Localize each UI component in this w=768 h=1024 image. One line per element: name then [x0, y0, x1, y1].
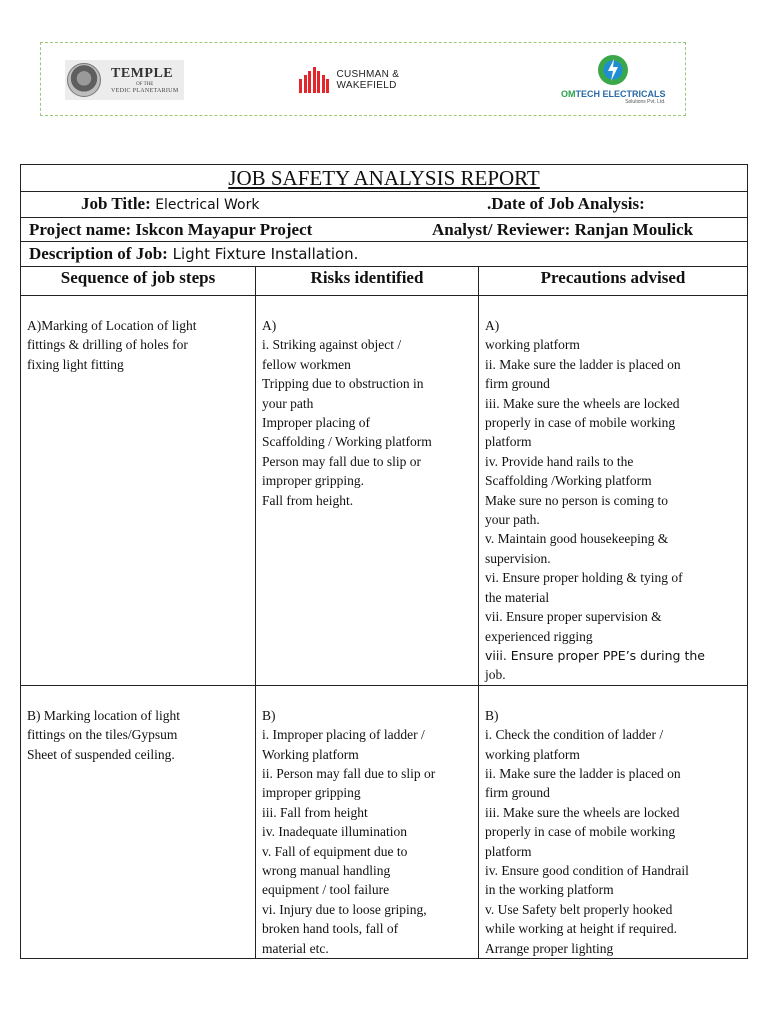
- cell-text-line: wrong manual handling: [262, 862, 391, 878]
- cell-text-line: broken hand tools, fall of: [262, 921, 399, 937]
- cell-text-line: your path.: [485, 512, 540, 528]
- omtech-electricals-logo: [561, 43, 666, 117]
- steps-cell: [21, 685, 256, 958]
- cell-text-line: vii. Ensure proper supervision &: [485, 609, 662, 625]
- cell-text-line: fixing light fitting: [27, 356, 124, 372]
- cell-text-line: your path: [262, 395, 314, 411]
- cell-text-line: i. Striking against object /: [262, 337, 402, 353]
- cell-text-line: v. Fall of equipment due to: [262, 843, 408, 859]
- cell-text-line: Scaffolding /Working platform: [485, 473, 652, 489]
- omtech-name: OMTECH ELECTRICALS: [561, 89, 666, 99]
- column-header-precautions: Precautions advised: [479, 267, 748, 296]
- cell-text-line: platform: [485, 843, 532, 859]
- cell-text-line: material etc.: [262, 940, 329, 956]
- cell-text-line: B) Marking location of light: [27, 707, 180, 723]
- column-header-steps: Sequence of job steps: [21, 267, 256, 296]
- job-safety-analysis-table: [20, 164, 748, 959]
- cell-text-line: vi. Injury due to loose griping,: [262, 901, 427, 917]
- cell-text-line: working platform: [485, 746, 580, 762]
- temple-logo-of: OF THE: [136, 81, 154, 87]
- cell-text-line: Fall from height.: [262, 492, 354, 508]
- precautions-cell: [479, 685, 748, 958]
- cell-text-line: firm ground: [485, 785, 550, 801]
- cell-text-line: A): [485, 318, 500, 333]
- temple-vedic-planetarium-logo: [65, 43, 184, 117]
- report-title: JOB SAFETY ANALYSIS REPORT: [21, 165, 748, 192]
- cell-text-line: while working at height if required.: [485, 921, 677, 937]
- cell-text-line: Make sure no person is coming to: [485, 492, 668, 508]
- cell-text-line: B): [262, 707, 276, 723]
- cell-text-line: improper gripping: [262, 785, 361, 801]
- cell-text-line: equipment / tool failure: [262, 882, 390, 898]
- cell-text-line: ii. Person may fall due to slip or: [262, 765, 436, 781]
- cell-text-line: v. Maintain good housekeeping &: [485, 531, 669, 547]
- cell-text-line: Working platform: [262, 746, 359, 762]
- cell-text-line: fittings & drilling of holes for: [27, 337, 188, 353]
- cell-text-line: improper gripping.: [262, 473, 364, 489]
- cell-text-line: iv. Provide hand rails to the: [485, 453, 634, 469]
- table-row: [21, 296, 748, 686]
- cell-text-line: Improper placing of: [262, 415, 370, 431]
- table-row: [21, 685, 748, 958]
- cell-text-line: fittings on the tiles/Gypsum: [27, 727, 178, 743]
- cell-text-line: i. Improper placing of ladder /: [262, 727, 425, 743]
- date-of-analysis-label: .Date of Job Analysis:: [487, 194, 645, 213]
- cell-text-line: ii. Make sure the ladder is placed on: [485, 356, 681, 372]
- cell-text-line: job.: [485, 667, 506, 683]
- cell-text-line: fellow workmen: [262, 356, 351, 372]
- cell-text-line: experienced rigging: [485, 628, 593, 644]
- temple-seal-icon: [67, 63, 101, 97]
- cell-text-line: the material: [485, 589, 550, 605]
- cell-text-line: viii. Ensure proper PPE’s during the: [485, 647, 705, 663]
- project-row: [21, 218, 748, 242]
- description-value: Light Fixture Installation.: [167, 245, 359, 263]
- cell-text-line: Person may fall due to slip or: [262, 453, 421, 469]
- cell-text-line: A)Marking of Location of light: [27, 318, 197, 333]
- cell-text-line: i. Check the condition of ladder /: [485, 727, 664, 743]
- cell-text-line: iv. Inadequate illumination: [262, 824, 407, 840]
- cell-text-line: working platform: [485, 337, 580, 353]
- cell-text-line: platform: [485, 434, 532, 450]
- description-label: Description of Job:: [29, 244, 168, 263]
- project-name: Project name: Iskcon Mayapur Project: [29, 220, 313, 239]
- cell-text-line: Sheet of suspended ceiling.: [27, 746, 175, 762]
- cell-text-line: v. Use Safety belt properly hooked: [485, 901, 673, 917]
- cell-text-line: iv. Ensure good condition of Handrail: [485, 862, 689, 878]
- job-title-label: Job Title:: [81, 194, 151, 213]
- cell-text-line: Scaffolding / Working platform: [262, 434, 432, 450]
- job-title-row: [21, 192, 748, 218]
- analyst-reviewer: Analyst/ Reviewer: Ranjan Moulick: [432, 220, 694, 239]
- cell-text-line: vi. Ensure proper holding & tying of: [485, 570, 683, 586]
- steps-cell: [21, 296, 256, 686]
- omtech-sub: Solutions Pvt. Ltd.: [625, 99, 666, 105]
- cushman-wakefield-logo: [299, 43, 399, 117]
- cell-text-line: supervision.: [485, 550, 551, 566]
- risks-cell: [256, 296, 479, 686]
- temple-logo-sub: VEDIC PLANETARIUM: [111, 87, 179, 94]
- cell-text-line: properly in case of mobile working: [485, 824, 676, 840]
- cushman-bars-icon: [299, 67, 331, 93]
- logo-banner: [40, 42, 686, 116]
- precautions-cell: [479, 296, 748, 686]
- cell-text-line: iii. Make sure the wheels are locked: [485, 804, 680, 820]
- risks-cell: [256, 685, 479, 958]
- cell-text-line: A): [262, 318, 277, 333]
- cushman-line2: WAKEFIELD: [336, 80, 397, 91]
- description-row: [21, 242, 748, 267]
- cushman-line1: CUSHMAN &: [336, 69, 400, 80]
- cell-text-line: Tripping due to obstruction in: [262, 376, 424, 392]
- cell-text-line: Arrange proper lighting: [485, 940, 614, 956]
- column-header-risks: Risks identified: [256, 267, 479, 296]
- cell-text-line: firm ground: [485, 376, 550, 392]
- cell-text-line: ii. Make sure the ladder is placed on: [485, 765, 681, 781]
- cell-text-line: properly in case of mobile working: [485, 415, 676, 431]
- cell-text-line: B): [485, 707, 499, 723]
- temple-logo-main: TEMPLE: [111, 65, 174, 81]
- cell-text-line: iii. Fall from height: [262, 804, 368, 820]
- job-title-value: Electrical Work: [150, 197, 260, 213]
- cell-text-line: iii. Make sure the wheels are locked: [485, 395, 680, 411]
- omtech-bolt-icon: [598, 55, 628, 85]
- cell-text-line: in the working platform: [485, 882, 614, 898]
